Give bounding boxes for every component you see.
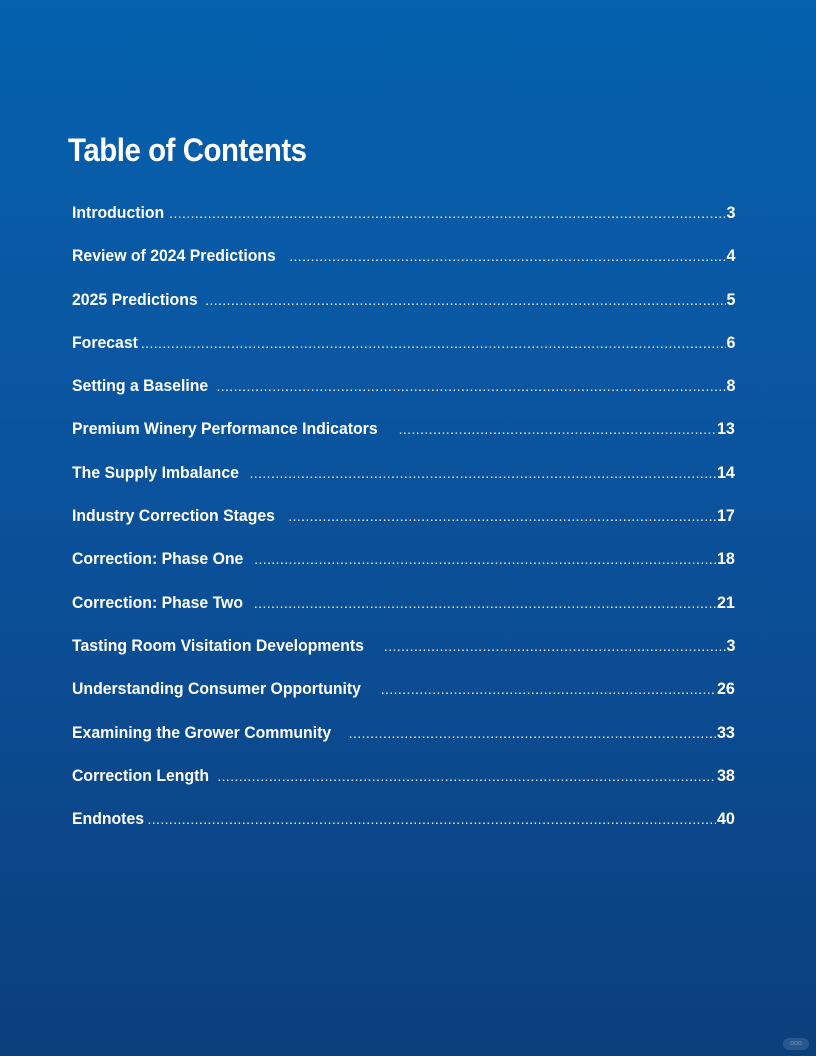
toc-entry-label: Introduction xyxy=(72,203,165,222)
toc-entry-label: Endnotes xyxy=(72,809,145,829)
toc-entry-label: 2025 Predictions xyxy=(72,289,198,309)
toc-entry-label: Review of 2024 Predictions xyxy=(72,246,276,266)
toc-page-number: 26 xyxy=(717,679,735,699)
dot-leader xyxy=(212,378,725,394)
toc-entry[interactable] xyxy=(72,636,735,679)
toc-entry-label: Correction: Phase One xyxy=(72,549,244,569)
toc-entry[interactable] xyxy=(72,549,735,592)
toc-page-number: 4 xyxy=(726,246,735,266)
toc-entry[interactable] xyxy=(72,203,735,246)
toc-entry-label: Tasting Room Visitation Developments xyxy=(72,635,364,655)
toc-page-number: 8 xyxy=(726,376,735,396)
dot-leader xyxy=(250,595,716,611)
toc-page-number: 33 xyxy=(717,722,735,742)
dot-leader xyxy=(201,292,725,308)
toc-entry-label: Premium Winery Performance Indicators xyxy=(72,419,378,439)
toc-page-number: 13 xyxy=(717,419,735,439)
toc-entry[interactable] xyxy=(72,809,735,852)
dot-leader xyxy=(377,681,716,697)
toc-entry[interactable] xyxy=(72,246,735,289)
toc-page-number: 40 xyxy=(717,809,735,829)
dot-leader xyxy=(165,205,725,221)
toc-entry[interactable] xyxy=(72,333,735,376)
dot-leader xyxy=(380,638,726,654)
toc-entry-label: Correction Length xyxy=(72,765,210,785)
toc-entry-label: Understanding Consumer Opportunity xyxy=(72,679,361,699)
dot-leader xyxy=(143,811,716,827)
toc-entry[interactable] xyxy=(72,766,735,809)
toc-entry[interactable] xyxy=(72,419,735,462)
toc-entry-label: Forecast xyxy=(72,332,138,352)
toc-page-number: 14 xyxy=(717,462,735,482)
toc-entry-label: Industry Correction Stages xyxy=(72,506,275,526)
toc-entry[interactable] xyxy=(72,290,735,333)
toc-entry[interactable] xyxy=(72,723,735,766)
toc-entry[interactable] xyxy=(72,376,735,419)
dot-leader xyxy=(213,768,716,784)
toc-page-number: 38 xyxy=(717,765,735,785)
dot-leader xyxy=(395,421,716,437)
toc-page-number: 5 xyxy=(726,289,735,309)
toc-entry[interactable] xyxy=(72,593,735,636)
toc-entry-label: Examining the Grower Community xyxy=(72,722,332,742)
toc-entry[interactable] xyxy=(72,679,735,722)
toc-entry-label: The Supply Imbalance xyxy=(72,462,239,482)
table-of-contents xyxy=(72,203,735,852)
corner-badge: ooo xyxy=(783,1038,809,1050)
toc-page-number: 3 xyxy=(726,635,735,655)
dot-leader xyxy=(250,551,716,567)
dot-leader xyxy=(285,248,725,264)
toc-entry-label: Setting a Baseline xyxy=(72,376,209,396)
toc-page-number: 18 xyxy=(717,549,735,569)
toc-page-number: 17 xyxy=(717,506,735,526)
dot-leader xyxy=(137,335,726,351)
toc-page-number: 6 xyxy=(726,332,735,352)
page-title: Table of Contents xyxy=(68,132,307,168)
toc-entry[interactable] xyxy=(72,463,735,506)
dot-leader xyxy=(246,465,717,481)
toc-page-number: 21 xyxy=(717,592,735,612)
dot-leader xyxy=(345,725,716,741)
toc-entry[interactable] xyxy=(72,506,735,549)
toc-page-number: 3 xyxy=(726,203,735,222)
dot-leader xyxy=(284,508,716,524)
toc-entry-label: Correction: Phase Two xyxy=(72,592,244,612)
